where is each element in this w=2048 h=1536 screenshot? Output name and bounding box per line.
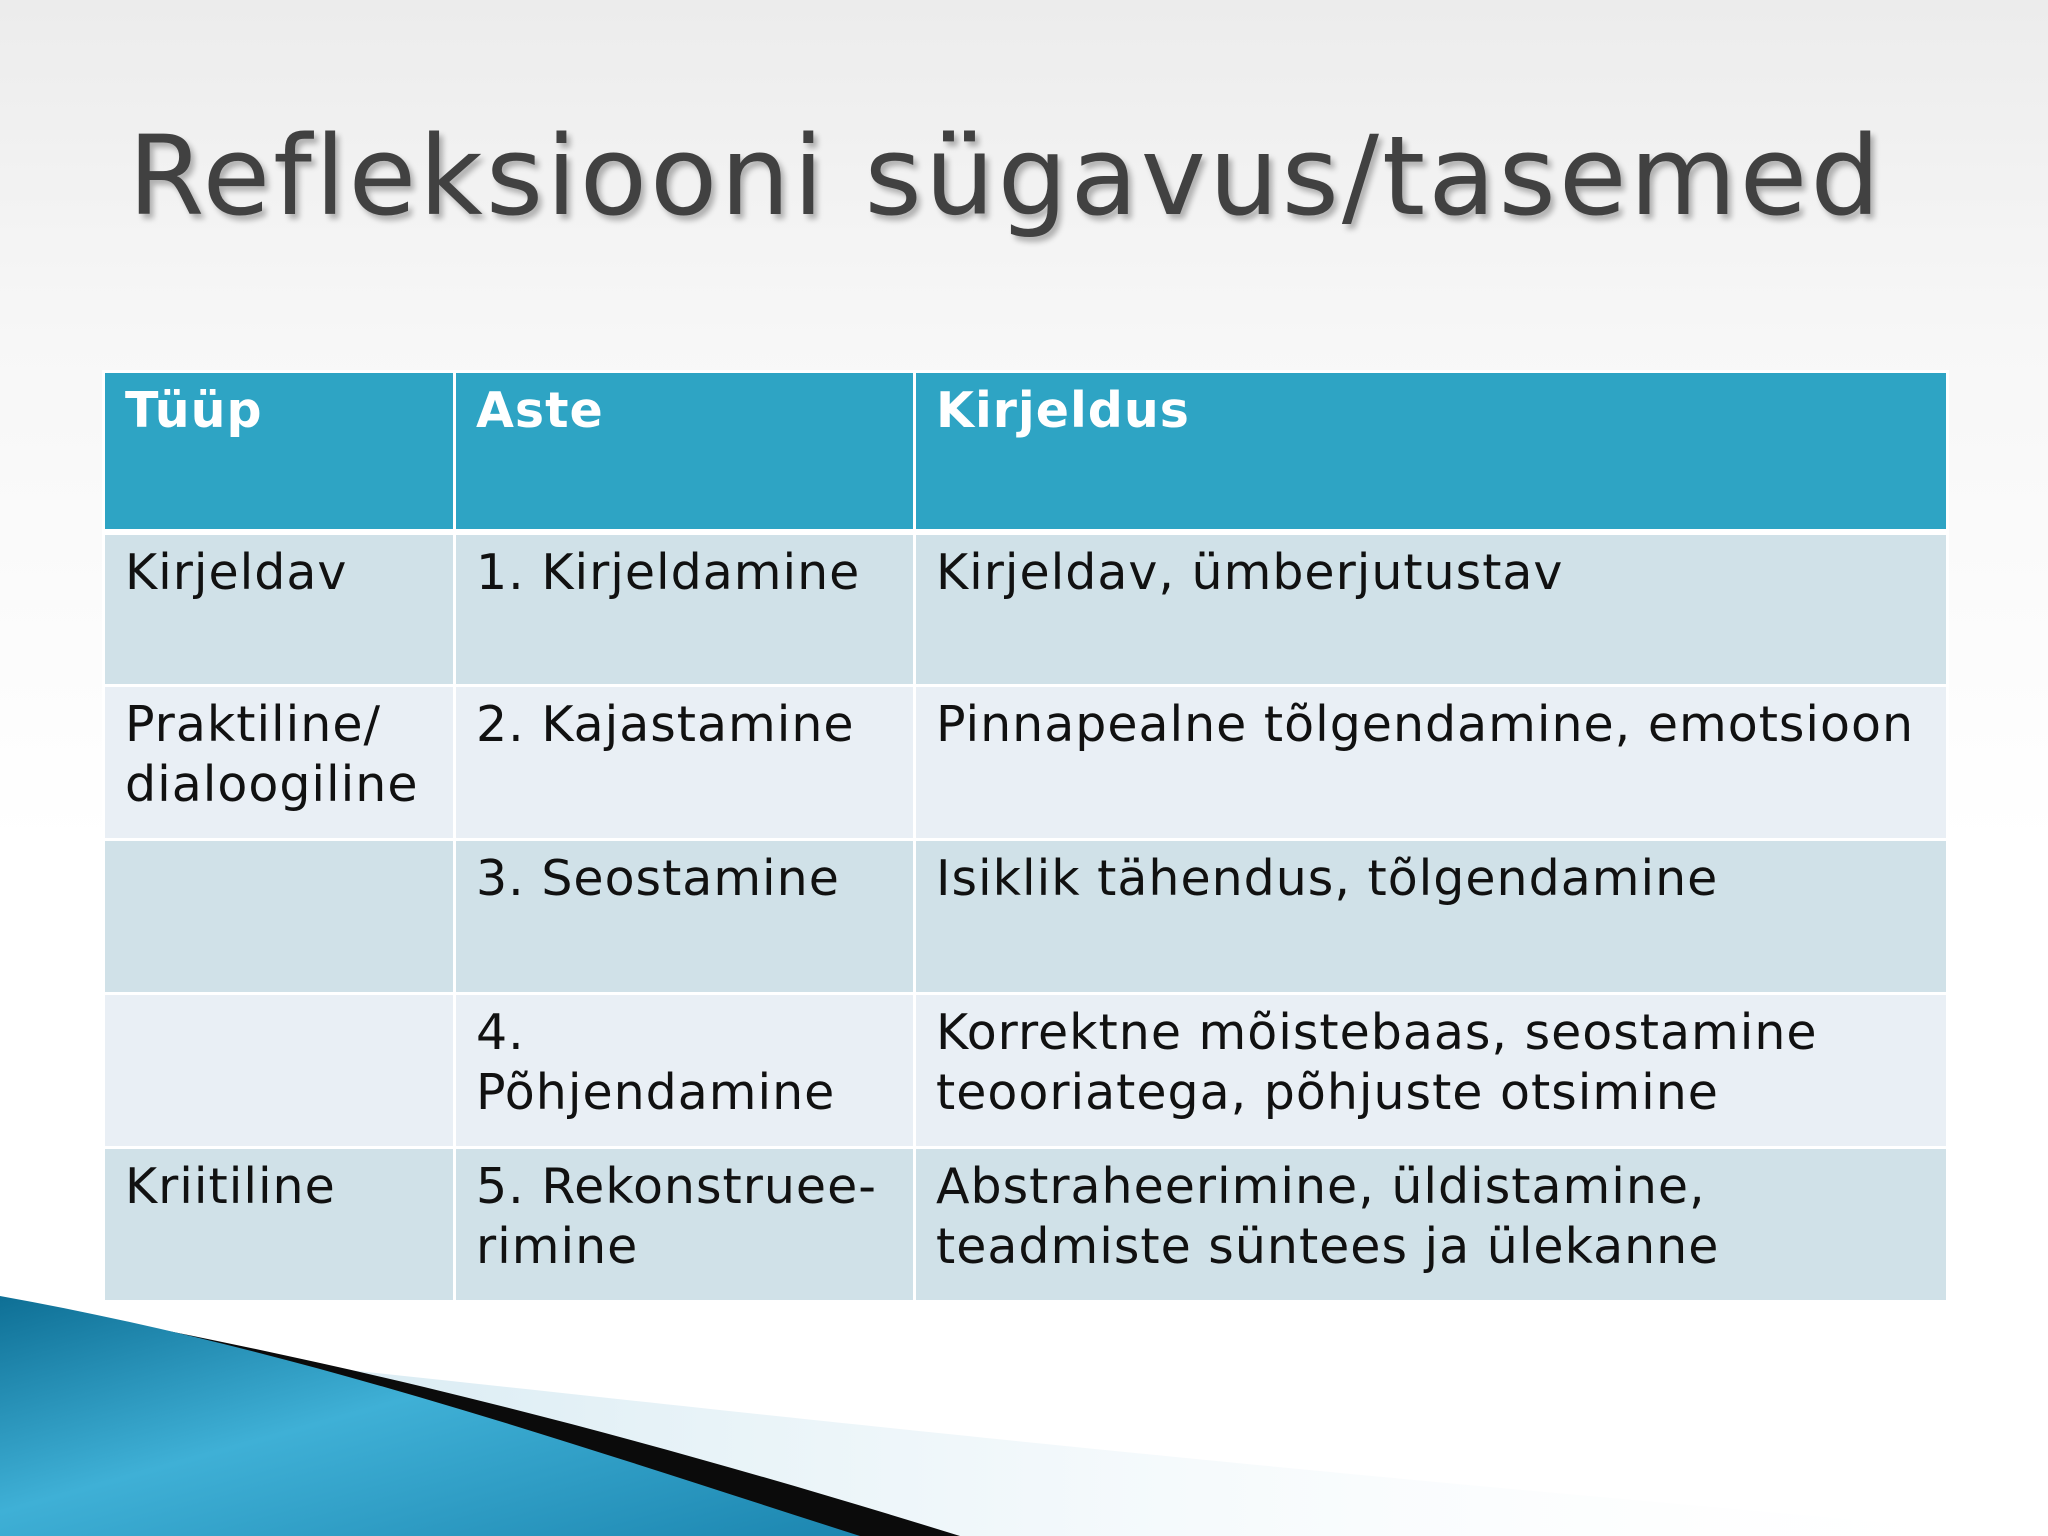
cell-description: Kirjeldav, ümberjutustav <box>915 532 1948 686</box>
reflection-levels-table <box>102 370 1949 1303</box>
cell-level: 2. Kajastamine <box>455 686 915 840</box>
cell-type <box>104 994 455 1148</box>
cell-type: Kriitiline <box>104 1148 455 1302</box>
cell-type <box>104 840 455 994</box>
header-description: Kirjeldus <box>915 372 1948 532</box>
cell-level: 1. Kirjeldamine <box>455 532 915 686</box>
cell-level: 5. Rekonstruee-rimine <box>455 1148 915 1302</box>
header-level: Aste <box>455 372 915 532</box>
cell-type: Praktiline/ dialoogiline <box>104 686 455 840</box>
table-header-row <box>104 372 1948 532</box>
cell-description: Pinnapealne tõlgendamine, emotsioon <box>915 686 1948 840</box>
cell-level: 3. Seostamine <box>455 840 915 994</box>
table-row <box>104 994 1948 1148</box>
table-row <box>104 840 1948 994</box>
cell-description: Isiklik tähendus, tõlgendamine <box>915 840 1948 994</box>
table-row <box>104 686 1948 840</box>
cell-description: Korrektne mõistebaas, seostamine teooriatega, põhjuste otsimine <box>915 994 1948 1148</box>
cell-description: Abstraheerimine, üldistamine, teadmiste süntees ja ülekanne <box>915 1148 1948 1302</box>
table-row <box>104 532 1948 686</box>
cell-level: 4. Põhjendamine <box>455 994 915 1148</box>
cell-type: Kirjeldav <box>104 532 455 686</box>
header-type: Tüüp <box>104 372 455 532</box>
slide-title: Refleksiooni sügavus/tasemed <box>128 112 1884 240</box>
table-row <box>104 1148 1948 1302</box>
